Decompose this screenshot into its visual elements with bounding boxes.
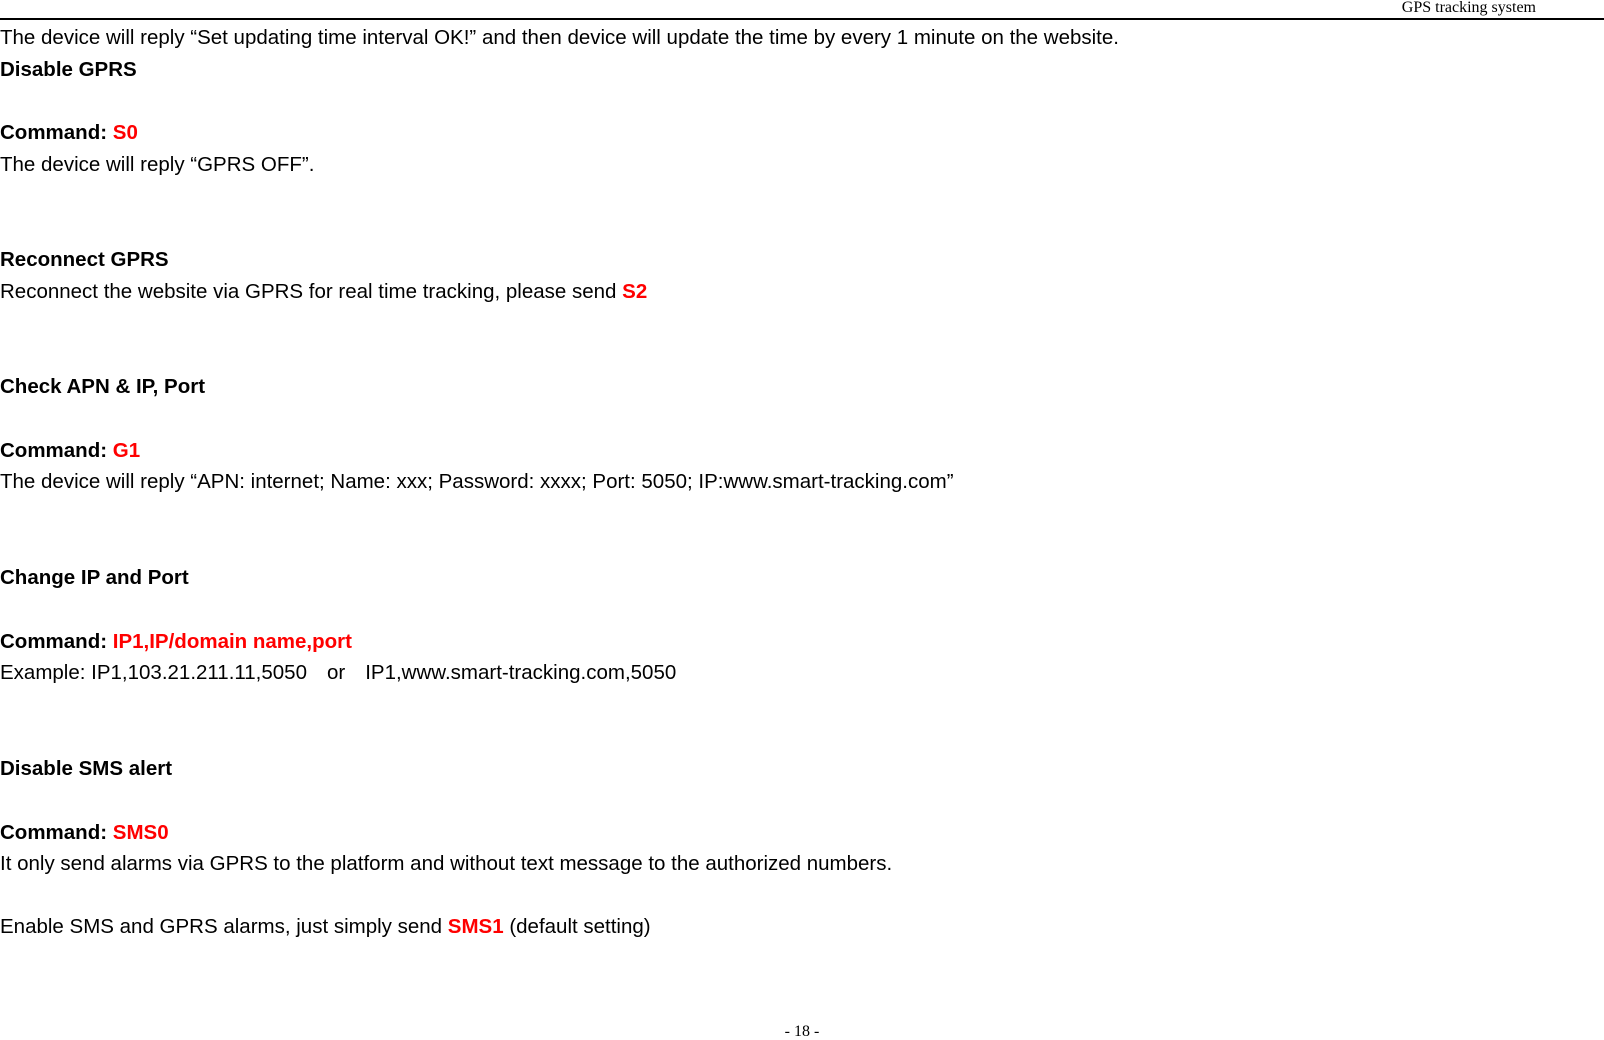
change-ip-command-line [0,630,352,654]
change-ip-example-or: or [326,661,346,684]
page-number: - 18 - [784,1023,820,1040]
header-rule [0,18,1604,20]
reconnect-gprs-heading: Reconnect GPRS [0,248,169,271]
change-ip-example-alt: IP1,www.smart-tracking.com,5050 [365,661,677,684]
enable-sms-suffix: (default setting) [509,915,651,938]
reconnect-gprs-text-line [0,280,647,304]
enable-sms-line [0,915,651,939]
command-label: Command: [0,630,108,653]
disable-gprs-command-line [0,121,138,145]
check-apn-command: G1 [112,439,141,462]
command-label: Command: [0,821,108,844]
disable-sms-description: It only send alarms via GPRS to the platform and without text message to the authorized numbers. [0,852,893,875]
check-apn-reply: The device will reply “APN: internet; Name: xxx; Password: xxxx; Port: 5050; IP:www.smart-tracking.com” [0,470,954,493]
enable-sms-text: Enable SMS and GPRS alarms, just simply send [0,915,443,938]
header-title: GPS tracking system [1401,0,1536,16]
reconnect-gprs-text: Reconnect the website via GPRS for real time tracking, please send [0,280,617,303]
change-ip-example-line [0,661,676,685]
change-ip-heading: Change IP and Port [0,566,189,589]
check-apn-heading: Check APN & IP, Port [0,375,206,398]
command-label: Command: [0,439,108,462]
disable-gprs-command: S0 [112,121,138,144]
check-apn-command-line [0,439,140,463]
command-label: Command: [0,121,108,144]
disable-sms-command-line [0,821,169,845]
change-ip-command: IP1,IP/domain name,port [112,630,352,653]
disable-sms-command: SMS0 [112,821,169,844]
reconnect-gprs-command: S2 [622,280,648,303]
disable-sms-heading: Disable SMS alert [0,757,173,780]
intro-text: The device will reply “Set updating time interval OK!” and then device will update the time by every 1 minute on the website. [0,26,1119,49]
disable-gprs-heading: Disable GPRS [0,58,137,81]
disable-gprs-reply: The device will reply “GPRS OFF”. [0,153,315,176]
change-ip-example: Example: IP1,103.21.211.11,5050 [0,661,307,684]
enable-sms-command: SMS1 [447,915,504,938]
